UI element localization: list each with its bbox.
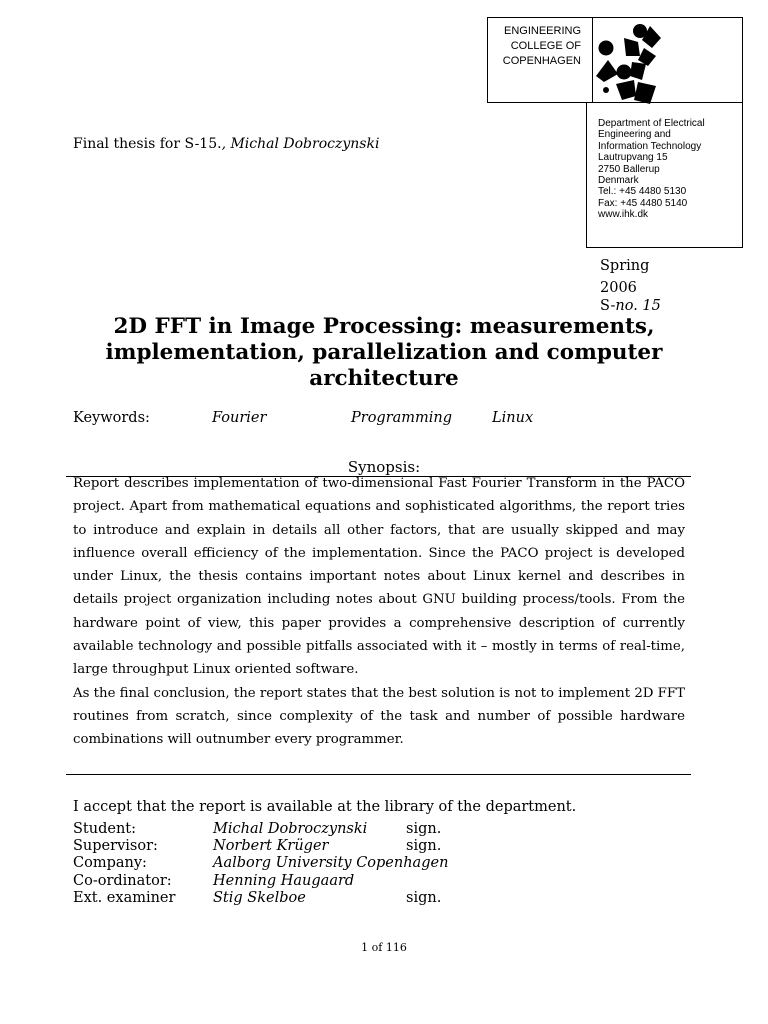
person-role: Company: — [73, 855, 147, 871]
person-name: Aalborg University Copenhagen — [213, 855, 449, 871]
college-name — [489, 24, 581, 69]
synopsis-body — [73, 472, 685, 752]
person-name: Norbert Krüger — [213, 838, 329, 854]
department-line: Department of Electrical — [598, 118, 705, 129]
person-sign: sign. — [406, 890, 442, 906]
keyword-item: Linux — [492, 410, 534, 426]
acceptance-statement: I accept that the report is available at the library of the department. — [73, 799, 577, 815]
keywords-label: Keywords: — [73, 410, 150, 426]
person-role: Co-ordinator: — [73, 873, 172, 889]
department-line: Engineering and — [598, 129, 671, 141]
semester-year: 2006 — [600, 280, 637, 296]
person-role: Supervisor: — [73, 838, 158, 854]
synopsis-paragraph: Report describes implementation of two-dimensional Fast Fourier Transform in the PACO project. Apart from mathematical equations and sophisticated algorithms, the report tries to introduce and explain in details all other factors, that are usually skipped and may influence overall efficiency of the implementation. Since the PACO project is developed under Linux, the thesis contains important notes about Linux kernel and describes in details project organization including notes about GNU building process/tools. From the hardware point of view, this paper provides a comprehensive description of currently available technology and possible pitfalls associated with it – mostly in terms of real-time, large throughput Linux oriented software. — [73, 476, 685, 678]
department-info — [598, 118, 738, 221]
keyword-item: Fourier — [212, 410, 267, 426]
department-line: Information Technology — [598, 140, 702, 152]
department-line: www.ihk.dk — [598, 209, 649, 221]
document-title — [60, 314, 708, 392]
college-line: COPENHAGEN — [502, 55, 581, 67]
title-line: architecture — [309, 366, 459, 391]
college-line: COLLEGE OF — [510, 40, 581, 52]
semester-number — [600, 298, 661, 314]
person-name: Henning Haugaard — [213, 873, 355, 889]
header-divider — [592, 17, 593, 103]
thesis-line — [73, 136, 379, 152]
person-sign: sign. — [406, 838, 442, 854]
sno-value: no. 15 — [615, 298, 661, 314]
department-line: Denmark — [598, 175, 639, 187]
person-role: Ext. examiner — [73, 890, 176, 906]
thesis-author: , Michal Dobroczynski — [221, 136, 380, 152]
college-logo-icon — [594, 22, 666, 108]
title-line: implementation, parallelization and computer — [105, 340, 663, 365]
department-line: 2750 Ballerup — [598, 163, 660, 175]
title-line: 2D FFT in Image Processing: measurements, — [113, 314, 655, 339]
department-line: Lautrupvang 15 — [598, 152, 668, 164]
keyword-item: Programming — [351, 410, 453, 426]
department-line: Fax: +45 4480 5140 — [598, 197, 688, 209]
semester-season: Spring — [600, 258, 650, 274]
department-line: Tel.: +45 4480 5130 — [598, 186, 687, 198]
synopsis-heading: Synopsis: — [347, 458, 421, 476]
person-name: Michal Dobroczynski — [213, 821, 368, 837]
thesis-prefix: Final thesis for S-15. — [73, 136, 222, 152]
college-line: ENGINEERING — [503, 25, 581, 37]
synopsis-paragraph: As the final conclusion, the report states that the best solution is not to implement 2D FFT routines from scratch, since complexity of the task and number of possible hardware combinations will outnumber every programmer. — [73, 685, 685, 748]
page-number: 1 of 116 — [361, 941, 407, 954]
person-sign: sign. — [406, 821, 442, 837]
person-name: Stig Skelboe — [213, 890, 306, 906]
synopsis-bottom-rule — [66, 774, 691, 775]
semester-block — [600, 255, 649, 299]
sno-prefix: S- — [600, 298, 616, 314]
person-role: Student: — [73, 821, 137, 837]
